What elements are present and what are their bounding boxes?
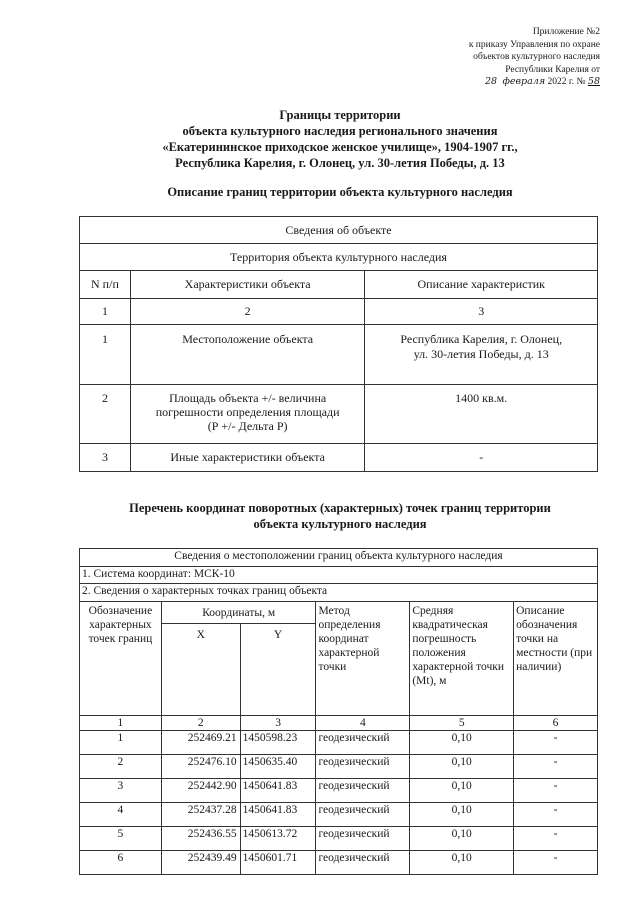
appendix-number: 58 — [587, 76, 600, 87]
appendix-line: объектов культурного наследия — [473, 52, 600, 62]
point-y: 1450635.40 — [240, 755, 316, 779]
point-method: геодезический — [316, 755, 410, 779]
point-method: геодезический — [316, 779, 410, 803]
point-number: 4 — [80, 803, 162, 827]
point-method: геодезический — [316, 851, 410, 875]
point-description: - — [514, 803, 598, 827]
point-accuracy: 0,10 — [410, 827, 514, 851]
col-header-characteristic: Характеристики объекта — [130, 271, 365, 299]
col-header-description: Описание характеристик — [365, 271, 598, 299]
col-header-number: N п/п — [80, 271, 131, 299]
row-description-line: ул. 30-летия Победы, д. 13 — [413, 347, 549, 361]
table2-header: Сведения о местоположении границ объекта культурного наследия — [80, 549, 598, 567]
appendix-line: Приложение №2 — [532, 27, 600, 37]
point-x: 252436.55 — [161, 827, 240, 851]
col-header-accuracy: Средняя квадратическая погрешность положения характерной точки (Mt), м — [410, 602, 514, 716]
col-number-cell: 3 — [365, 299, 598, 325]
document-title — [60, 107, 620, 171]
point-number: 2 — [80, 755, 162, 779]
row-description — [365, 325, 598, 385]
col-number-cell: 6 — [514, 716, 598, 731]
table-row — [80, 731, 598, 755]
point-y: 1450598.23 — [240, 731, 316, 755]
table1-subheader: Территория объекта культурного наследия — [80, 244, 598, 271]
point-description: - — [514, 827, 598, 851]
point-method: геодезический — [316, 803, 410, 827]
title-line: «Екатерининское приходское женское училище», 1904-1907 гг., — [162, 140, 518, 154]
row-characteristic-line: (Р +/- Дельта Р) — [207, 419, 288, 433]
point-description: - — [514, 779, 598, 803]
point-description: - — [514, 731, 598, 755]
col-header-point: Обозначение характерных точек границ — [80, 602, 162, 716]
col-header-x: X — [161, 624, 240, 716]
row-number: 3 — [80, 444, 131, 472]
object-info-table — [79, 216, 598, 472]
point-accuracy: 0,10 — [410, 755, 514, 779]
point-y: 1450641.83 — [240, 803, 316, 827]
point-number: 1 — [80, 731, 162, 755]
point-x: 252437.28 — [161, 803, 240, 827]
row-characteristic — [130, 385, 365, 444]
row-characteristic: Иные характеристики объекта — [130, 444, 365, 472]
point-accuracy: 0,10 — [410, 779, 514, 803]
coordinate-system: 1. Система координат: МСК-10 — [80, 567, 598, 584]
title-line: объекта культурного наследия регионального значения — [182, 124, 498, 138]
point-method: геодезический — [316, 731, 410, 755]
col-number-cell: 2 — [161, 716, 240, 731]
section2-title-line: объекта культурного наследия — [253, 517, 427, 531]
col-number-cell: 5 — [410, 716, 514, 731]
col-header-method: Метод определения координат характерной точки — [316, 602, 410, 716]
table-row — [80, 803, 598, 827]
col-number-cell: 1 — [80, 716, 162, 731]
point-x: 252439.49 — [161, 851, 240, 875]
row-description-line: Республика Карелия, г. Олонец, — [400, 332, 563, 346]
coordinates-table — [79, 548, 598, 875]
col-number-cell: 2 — [130, 299, 365, 325]
appendix-date-year: 2022 г. № — [547, 77, 586, 87]
appendix-date-day: 28 — [485, 76, 498, 87]
point-accuracy: 0,10 — [410, 803, 514, 827]
title-line: Границы территории — [279, 108, 401, 122]
row-description: 1400 кв.м. — [365, 385, 598, 444]
point-number: 3 — [80, 779, 162, 803]
appendix-block — [340, 26, 600, 89]
point-method: геодезический — [316, 827, 410, 851]
table-row — [80, 385, 598, 444]
row-description: - — [365, 444, 598, 472]
point-accuracy: 0,10 — [410, 851, 514, 875]
point-y: 1450601.71 — [240, 851, 316, 875]
col-header-description: Описание обозначения точки на местности (при наличии) — [514, 602, 598, 716]
point-x: 252442.90 — [161, 779, 240, 803]
point-number: 6 — [80, 851, 162, 875]
table-row — [80, 444, 598, 472]
point-description: - — [514, 851, 598, 875]
point-description: - — [514, 755, 598, 779]
col-header-y: Y — [240, 624, 316, 716]
section2-title — [70, 500, 610, 532]
row-characteristic-line: погрешности определения площади — [155, 405, 340, 419]
appendix-date-month: февраля — [502, 76, 546, 87]
col-number-cell: 1 — [80, 299, 131, 325]
row-characteristic-line: Площадь объекта +/- величина — [169, 391, 327, 405]
title-line: Республика Карелия, г. Олонец, ул. 30-летия Победы, д. 13 — [175, 156, 505, 170]
table-row — [80, 325, 598, 385]
row-number: 1 — [80, 325, 131, 385]
point-y: 1450613.72 — [240, 827, 316, 851]
point-x: 252476.10 — [161, 755, 240, 779]
appendix-line: к приказу Управления по охране — [468, 39, 600, 50]
points-header: 2. Сведения о характерных точках границ объекта — [80, 584, 598, 602]
table1-header: Сведения об объекте — [80, 217, 598, 244]
table-row — [80, 827, 598, 851]
row-number: 2 — [80, 385, 131, 444]
point-x: 252469.21 — [161, 731, 240, 755]
table-row — [80, 779, 598, 803]
col-number-cell: 4 — [316, 716, 410, 731]
appendix-line: Республики Карелия от — [505, 64, 600, 75]
table-row — [80, 851, 598, 875]
table-row — [80, 755, 598, 779]
appendix-date-line — [340, 76, 600, 89]
section2-title-line: Перечень координат поворотных (характерных) точек границ территории — [129, 501, 551, 515]
point-number: 5 — [80, 827, 162, 851]
col-number-cell: 3 — [240, 716, 316, 731]
section1-title: Описание границ территории объекта культурного наследия — [167, 185, 513, 199]
point-accuracy: 0,10 — [410, 731, 514, 755]
col-header-coordinates: Координаты, м — [161, 602, 316, 624]
point-y: 1450641.83 — [240, 779, 316, 803]
row-characteristic: Местоположение объекта — [130, 325, 365, 385]
